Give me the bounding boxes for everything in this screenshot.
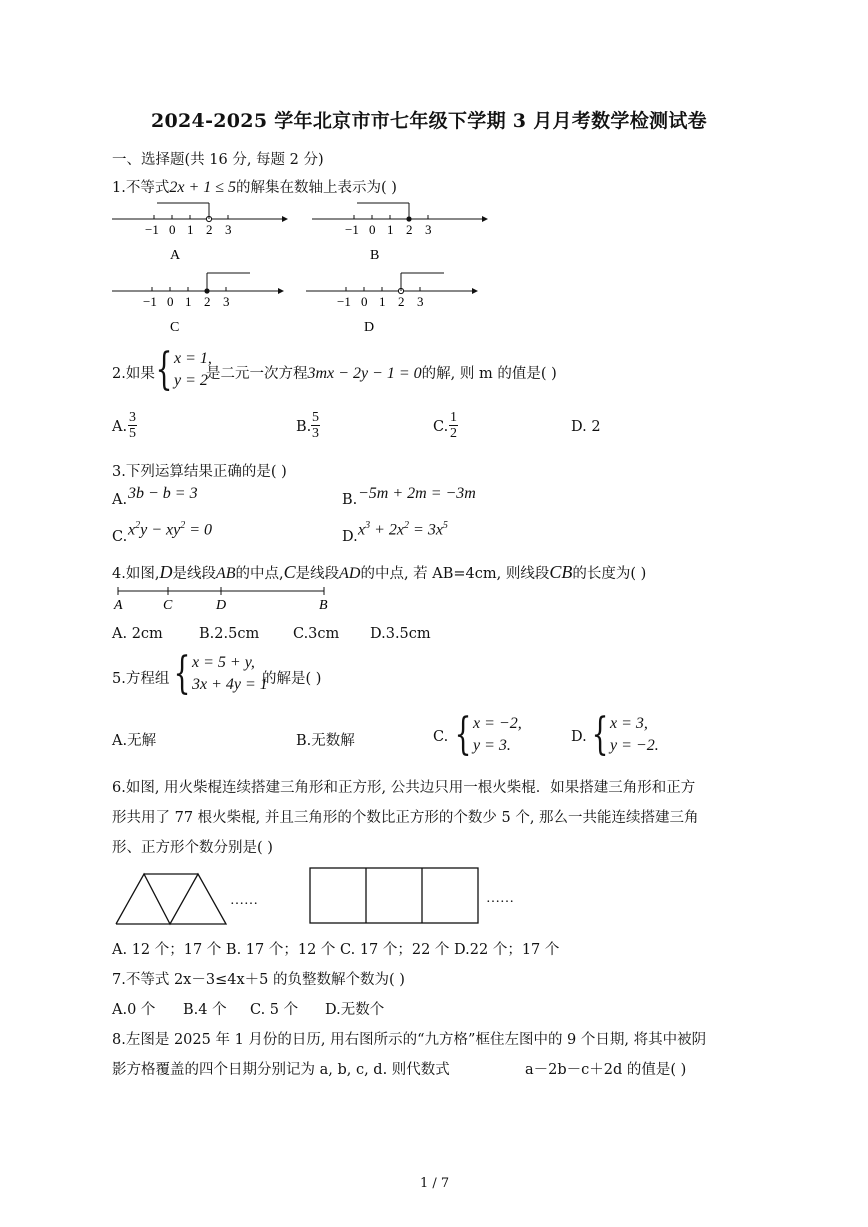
question-1-stem — [112, 176, 397, 197]
q2-option-c-fraction — [449, 410, 458, 441]
q3-option-a: 3b − b = 3 — [128, 485, 198, 502]
q2-option-a-label: A. — [112, 419, 128, 435]
q6-line-3: 形、正方形个数分别是( ) — [112, 840, 273, 856]
q8-line-2a: 影方格覆盖的四个日期分别记为 a, b, c, d. 则代数式 — [112, 1062, 450, 1078]
squares-dots: …… — [486, 891, 514, 906]
q4-option-c: C.3cm — [293, 626, 340, 642]
q5-option-b: B.无数解 — [296, 733, 355, 749]
q2-prefix: 2.如果 — [112, 366, 155, 382]
number-line-tick-label: 1 — [185, 294, 192, 309]
q4-p6: 的长度为( ) — [572, 566, 647, 582]
q2-option-a-fraction — [128, 410, 137, 441]
number-line-tick-label: 0 — [167, 294, 174, 309]
q5-d-eq2: y = −2. — [610, 737, 659, 754]
q4-p4: 是线段 — [295, 566, 340, 582]
q5-c-eq2: y = 3. — [473, 737, 511, 754]
q3-option-d: $x^3 + 2x^2 = 3x^5$ — [358, 520, 448, 539]
number-line-tick-label: 2 — [406, 222, 413, 237]
q4-p3: 的中点, — [235, 566, 284, 582]
q4-stem — [112, 562, 646, 583]
q7-option-d: D.无数个 — [325, 1002, 385, 1018]
q3-option-a-label: A. — [112, 492, 128, 508]
section-heading: 一、选择题(共 16 分, 每题 2 分) — [112, 152, 324, 168]
q3-option-c-label: C. — [112, 529, 128, 545]
q4-ab: AB — [215, 565, 236, 582]
number-line-tick-label: 0 — [369, 222, 376, 237]
q2-eq2: y = 2 — [174, 372, 208, 389]
brace-icon: { — [173, 648, 191, 699]
number-line-tick-label: 3 — [425, 222, 432, 237]
denominator: 2 — [450, 426, 457, 441]
q3-option-b-label: B. — [342, 492, 358, 508]
q5-option-d-label: D. — [571, 729, 587, 745]
number-line-tick-label: 1 — [187, 222, 194, 237]
number-line-tick-label: 0 — [169, 222, 176, 237]
q5-option-c-system — [449, 709, 522, 760]
numerator: 5 — [312, 410, 319, 425]
number-line-tick-label: 2 — [398, 294, 405, 309]
q4-c: C — [283, 562, 296, 582]
point-b-label: B — [319, 598, 328, 613]
q7-option-b: B.4 个 — [183, 1002, 227, 1018]
q2-middle: 是二元一次方程 — [206, 366, 308, 382]
q5-option-a: A.无解 — [112, 733, 157, 749]
number-line-tick-label: 3 — [225, 222, 232, 237]
q5-d-eq1: x = 3, — [610, 715, 648, 732]
segment-figure — [108, 585, 348, 615]
number-line-tick-label: −1 — [145, 222, 159, 237]
denominator: 5 — [129, 426, 136, 441]
q2-expr: 3mx − 2y − 1 = 0 — [307, 365, 422, 382]
number-lines-figure — [0, 195, 868, 345]
q7-stem: 7.不等式 2x－3≤4x＋5 的负整数解个数为( ) — [112, 972, 405, 988]
number-line-tick-label: 2 — [206, 222, 213, 237]
q5-system — [168, 648, 268, 699]
number-line-tick-label: 3 — [223, 294, 230, 309]
q4-cb: CB — [549, 562, 573, 582]
number-line-tick-label: −1 — [143, 294, 157, 309]
number-line-d — [306, 273, 478, 335]
q7-option-c: C. 5 个 — [250, 1002, 299, 1018]
number-line-tick-label: 1 — [379, 294, 386, 309]
number-line-tick-label: 2 — [204, 294, 211, 309]
q2-option-b-fraction — [311, 410, 320, 441]
brace-icon: { — [155, 344, 173, 395]
q6-line-1: 6.如图, 用火柴棍连续搭建三角形和正方形, 公共边只用一根火柴棍．如果搭建三角形和正方 — [112, 780, 696, 796]
q8-line-1: 8.左图是 2025 年 1 月份的日历, 用右图所示的“九方格”框住左图中的 9 个日期, 将其中被阴 — [112, 1032, 707, 1048]
q8-line-2b: a－2b－c＋2d 的值是( ) — [525, 1062, 687, 1078]
q4-option-b: B.2.5cm — [199, 626, 260, 642]
number-line-tick-label: 3 — [417, 294, 424, 309]
q4-p1: 4.如图, — [112, 566, 160, 582]
number-line-option-label: B — [370, 248, 380, 263]
q2-option-b-label: B. — [296, 419, 312, 435]
q1-prefix: 1.不等式 — [112, 180, 170, 196]
denominator: 3 — [312, 426, 319, 441]
q5-c-eq1: x = −2, — [473, 715, 522, 732]
q1-expr: 2x + 1 ≤ 5 — [169, 179, 237, 196]
q6-options: A. 12 个；17 个 B. 17 个；12 个 C. 17 个；22 个 D.22 个；17 个 — [112, 942, 560, 958]
q3-option-b: −5m + 2m = −3m — [358, 485, 476, 502]
triangles-figure — [116, 874, 226, 924]
number-line-tick-label: −1 — [337, 294, 351, 309]
q2-system — [150, 344, 212, 395]
q5-prefix: 5.方程组 — [112, 671, 170, 687]
number-line-a — [112, 203, 288, 263]
triangles-dots: …… — [230, 893, 258, 908]
q5-eq1: x = 5 + y, — [192, 654, 255, 671]
number-line-option-label: A — [170, 248, 181, 263]
q5-option-c-label: C. — [433, 729, 449, 745]
number-line-tick-label: 0 — [361, 294, 368, 309]
numerator: 1 — [450, 410, 457, 425]
q5-eq2: 3x + 4y = 1 — [192, 676, 268, 693]
q4-ad: AD — [339, 565, 361, 582]
q3-stem: 3.下列运算结果正确的是( ) — [112, 464, 287, 480]
q2-option-c-label: C. — [433, 419, 449, 435]
q4-option-d: D.3.5cm — [370, 626, 431, 642]
point-d-label: D — [216, 598, 227, 613]
q3-option-d-label: D. — [342, 529, 358, 545]
brace-icon: { — [591, 709, 609, 760]
q5-option-d-system — [586, 709, 659, 760]
squares-figure — [310, 868, 478, 923]
q6-line-2: 形共用了 77 根火柴棍, 并且三角形的个数比正方形的个数少 5 个, 那么一共能连续搭建三角 — [112, 810, 699, 826]
number-line-c — [112, 273, 284, 335]
page-number: 1 / 7 — [420, 1176, 450, 1191]
q4-d: D — [159, 562, 173, 582]
q2-option-d: D. 2 — [571, 419, 601, 435]
page-title: 2024-2025 学年北京市市七年级下学期 3 月月考数学检测试卷 — [151, 110, 707, 132]
point-c-label: C — [163, 598, 173, 613]
number-line-tick-label: 1 — [387, 222, 394, 237]
q2-stem-rest — [206, 362, 557, 383]
brace-icon: { — [454, 709, 472, 760]
q7-option-a: A.0 个 — [112, 1002, 156, 1018]
q3-option-c: $x^2y - xy^2 = 0$ — [128, 520, 213, 539]
q4-p5: 的中点, 若 AB=4cm, 则线段 — [360, 566, 550, 582]
matchstick-figure — [108, 864, 548, 930]
q4-p2: 是线段 — [172, 566, 216, 582]
numerator: 3 — [129, 410, 136, 425]
q1-suffix: 的解集在数轴上表示为( ) — [236, 180, 397, 196]
q4-option-a: A. 2cm — [112, 626, 163, 642]
q2-eq1: x = 1, — [174, 350, 212, 367]
number-line-tick-label: −1 — [345, 222, 359, 237]
q5-suffix: 的解是( ) — [262, 671, 322, 687]
number-line-option-label: D — [364, 320, 375, 335]
number-line-b — [312, 203, 488, 263]
number-line-option-label: C — [170, 320, 180, 335]
point-a-label: A — [114, 598, 123, 613]
q2-suffix: 的解, 则 m 的值是( ) — [421, 366, 557, 382]
